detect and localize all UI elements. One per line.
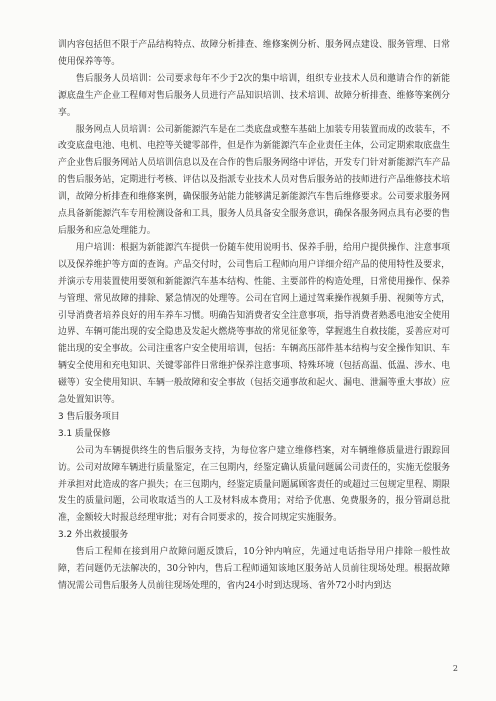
body-paragraph: 服务网点人员培训：公司新能源汽车是在二类底盘或整车基础上加装专用装置而成的改装车，不改变底盘电池、电机、电控等关键零部件，但是作为新能源汽车企业责任主体，公司定期索取底盘生产企业售后服务网站人员培训信息以及在合作的售后服务网络中评估，开发专门针对新能源汽车产品的售后服务站，定期进行考核、评估以及指派专业技术人员对售后服务站的技师进行产品维修技术培训，故障分析排查和维修案例，确保服务站能力能够满足新能源汽车售后维修要求。公司要求服务网点具备新能源汽车专用检测设备和工具，服务人员具备安全服务意识，确保各服务网点具有必要的售后服务和应急处理能力。: [58, 124, 450, 236]
page-number: 2: [452, 664, 458, 673]
body-paragraph: 售后服务人员培训：公司要求每年不少于2次的集中培训，组织专业技术人员和邀请合作的新能源底盘生产企业工程师对售后服务人员进行产品知识培训、技术培训、故障分析排查、维修等案例分享。: [58, 73, 450, 118]
section-heading: 3.2 外出救援服务: [58, 530, 129, 541]
section-heading: 3.1 质量保修: [58, 428, 111, 439]
section-heading: 3 售后服务项目: [58, 411, 120, 422]
document-body: [58, 37, 450, 595]
body-paragraph: 用户培训：根据为新能源汽车提供一份随车使用说明书、保养手册，给用户提供操作、注意事项以及保养维护等方面的查询。产品交付时，公司售后工程师向用户详细介绍产品的使用特性及要求，并演示专用装置使用要领和新能源汽车基本结构、性能、主要部件的构造处理，日常使用操作、保养与管理、常见故障的排除、紧急情况的处理等。公司在官网上通过驾乘操作视频手册、视频等方式，引导消费者培养良好的用车养车习惯。明确告知消费者安全注意事项，指导消费者熟悉电池安全使用边界、车辆可能出现的安全隐患及发起火燃烧等事故的常见征象等，掌握逃生自救技能，妥善应对可能出现的安全事故。公司注重客户安全使用培训，包括：车辆高压部件基本结构与安全操作知识、车辆安全使用和充电知识、关键零部件日常维护保养注意事项、特殊环境（包括高温、低温、涉水、电磁等）安全使用知识、车辆一般故障和安全事故（包括交通事故和起火、漏电、泄漏等重大事故）应急处置知识等。: [58, 242, 450, 406]
body-paragraph: 训内容包括但不限于产品结构特点、故障分析排查、维修案例分析、服务网点建设、服务管理、日常使用保养等等。: [58, 40, 450, 67]
body-paragraph: 售后工程师在接到用户故障问题反馈后，10分钟内响应，先通过电话指导用户排除一般性故障，若问题仍无法解决的，30分钟内，售后工程师通知该地区服务站人员前往现场处理。根据故障情况需公司售后服务人员前往现场处理的，省内24小时到达现场、省外72小时内到达: [58, 547, 450, 591]
body-paragraph: 公司为车辆提供终生的售后服务支持，为每位客户建立维修档案，对车辆维修质量进行跟踪回访。公司对故障车辆进行质量鉴定，在三包期内，经鉴定确认质量问题属公司责任的，实施无偿服务并承担对此造成的客户损失；在三包期内，经鉴定质量问题属顾客责任的或超过三包规定里程、期限发生的质量问题，公司收取适当的人工及材料成本费用；对给予优惠、免费服务的，报分管副总批准，金额较大时报总经理审批；对有合同要求的，按合同规定实施服务。: [58, 445, 450, 524]
